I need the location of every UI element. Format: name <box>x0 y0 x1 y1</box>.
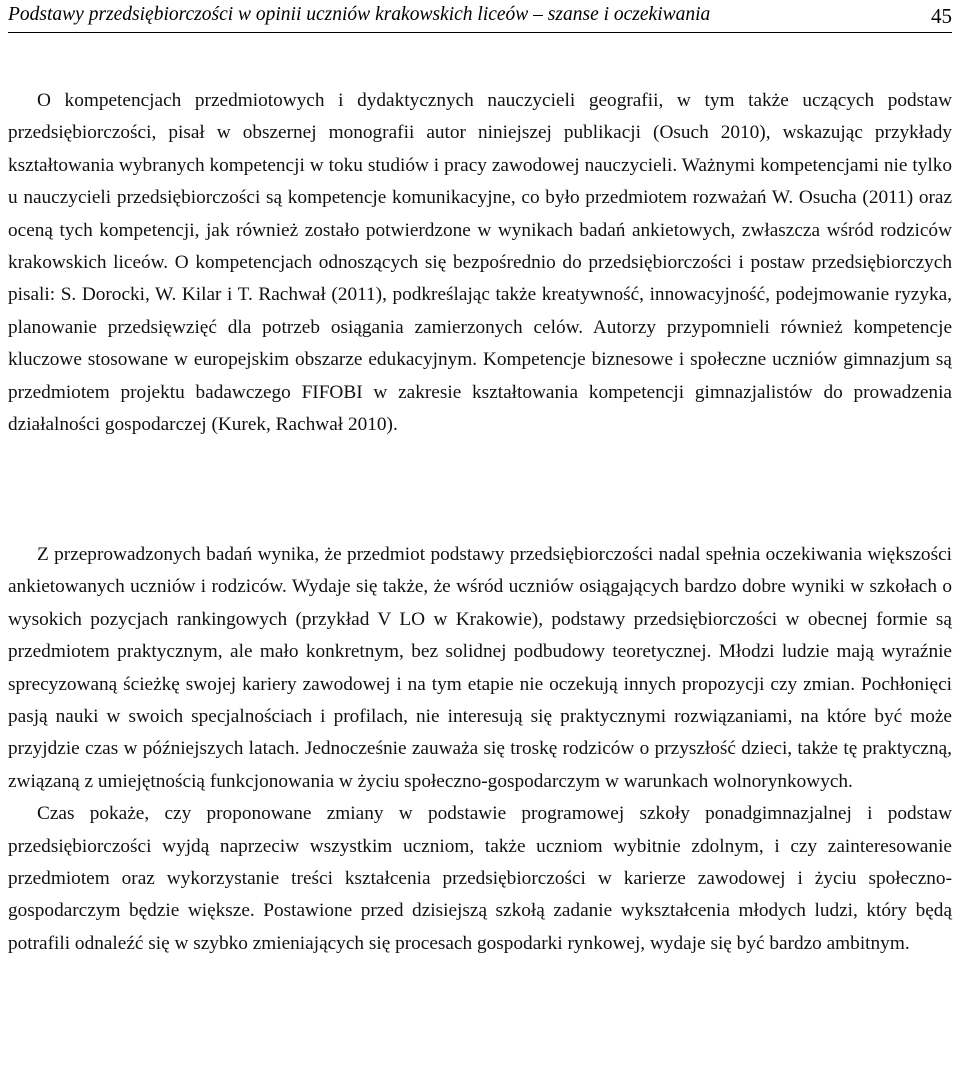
header-rule <box>8 32 952 33</box>
section-block-2 <box>8 539 952 960</box>
paragraph-1: O kompetencjach przedmiotowych i dydaktycznych nauczycieli geografii, w tym także uczących podstaw przedsiębiorczości, pisał w obszernej monografii autor niniejszej publikacji (Osuch 2010), wskazując przykłady kształtowania wybranych kompetencji w toku studiów i pracy zawodowej nauczycieli. Ważnymi kompetencjami nie tylko u nauczycieli przedsiębiorczości są kompetencje komunikacyjne, co było przedmiotem rozważań W. Osucha (2011) oraz oceną tych kompetencji, jak również zostało potwierdzone w wynikach badań ankietowych, zwłaszcza wśród rodziców krakowskich liceów. O kompetencjach odnoszących się bezpośrednio do przedsiębiorczości i postaw przedsiębiorczych pisali: S. Dorocki, W. Kilar i T. Rachwał (2011), podkreślając także kreatywność, innowacyjność, podejmowanie ryzyka, planowanie przedsięwzięć dla potrzeb osiągania zamierzonych celów. Autorzy przypomnieli również kompetencje kluczowe stosowane w europejskim obszarze edukacyjnym. Kompetencje biznesowe i społeczne uczniów gimnazjum są przedmiotem projektu badawczego FIFOBI w zakresie kształtowania kompetencji gimnazjalistów do prowadzenia działalności gospodarczej (Kurek, Rachwał 2010). <box>8 90 952 436</box>
section-block-1 <box>8 85 952 441</box>
running-title: Podstawy przedsiębiorczości w opinii uczniów krakowskich liceów – szanse i oczekiwania <box>8 4 711 25</box>
running-header <box>8 4 952 30</box>
paragraph-2: Z przeprowadzonych badań wynika, że przedmiot podstawy przedsiębiorczości nadal spełnia oczekiwania większości ankietowanych uczniów i rodziców. Wydaje się także, że wśród uczniów osiągających bardzo dobre wyniki w szkołach o wysokich pozycjach rankingowych (przykład V LO w Krakowie), podstawy przedsiębiorczości w obecnej formie są przedmiotem praktycznym, ale mało konkretnym, bez solidnej podbudowy teoretycznej. Młodzi ludzie mają wyraźnie sprecyzowaną ścieżkę swojej kariery zawodowej i na tym etapie nie oczekują innych propozycji czy zmian. Pochłonięci pasją nauki w swoich specjalnościach i profilach, nie interesują się praktycznymi rozwiązaniami, na które być może przyjdzie czas w późniejszych latach. Jednocześnie zauważa się troskę rodziców o przyszłość dzieci, także tę praktyczną, związaną z umiejętnością funkcjonowania w życiu społeczno-gospodarczym w warunkach wolnorynkowych. <box>8 544 952 792</box>
paragraph-3: Czas pokaże, czy proponowane zmiany w podstawie programowej szkoły ponadgimnazjalnej i podstaw przedsiębiorczości wyjdą naprzeciw wszystkim uczniom, także uczniom wybitnie zdolnym, i czy zainteresowanie przedmiotem oraz wykorzystanie treści kształcenia przedsiębiorczości w karierze zawodowej i życiu społeczno-gospodarczym będzie większe. Postawione przed dzisiejszą szkołą zadanie wykształcenia młodych ludzi, który będą potrafili odnaleźć się w szybko zmieniających się procesach gospodarki rynkowej, wydaje się być bardzo ambitnym. <box>8 803 952 954</box>
page-number: 45 <box>931 4 952 28</box>
